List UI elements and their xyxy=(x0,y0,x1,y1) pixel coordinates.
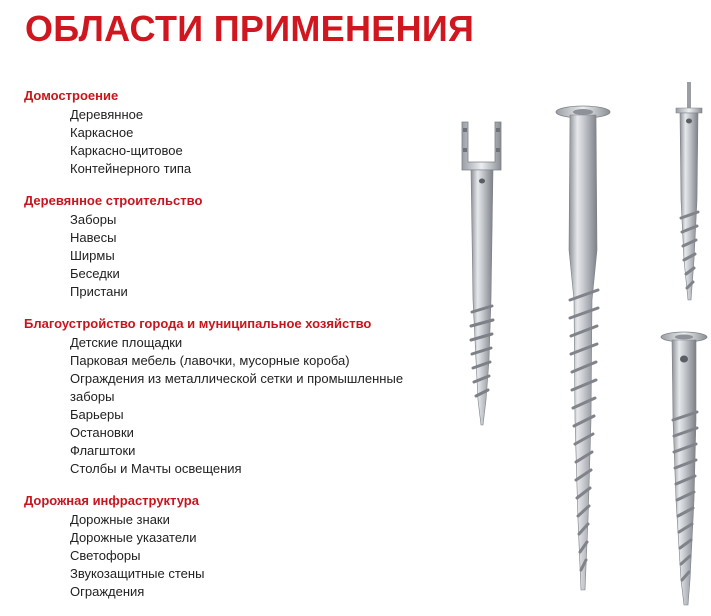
section-housing xyxy=(24,88,434,178)
list-item: Барьеры xyxy=(70,407,124,422)
list-item: Дорожные знаки xyxy=(70,512,170,527)
list-item: Детские площадки xyxy=(70,335,183,350)
section-heading: Деревянное строительство xyxy=(24,193,203,208)
list-item: Ограждения из металлической сетки и промышленные заборы xyxy=(70,371,404,404)
list-item: Беседки xyxy=(70,266,120,281)
list-item: Флагштоки xyxy=(70,443,136,458)
list-item: Деревянное xyxy=(70,107,144,122)
list-item: Ширмы xyxy=(70,248,115,263)
list-item: Дорожные указатели xyxy=(70,530,197,545)
section-urban-improvement xyxy=(24,316,434,478)
list-item: Навесы xyxy=(70,230,117,245)
list-item: Пристани xyxy=(70,284,128,299)
list-item: Парковая мебель (лавочки, мусорные короба) xyxy=(70,353,350,368)
page-title: ОБЛАСТИ ПРИМЕНЕНИЯ xyxy=(25,8,475,49)
list-item: Столбы и Мачты освещения xyxy=(70,461,242,476)
application-areas-list xyxy=(24,88,434,616)
list-item: Ограждения xyxy=(70,584,145,599)
list-item: Каркасное xyxy=(70,125,134,140)
section-heading: Благоустройство города и муниципальное хозяйство xyxy=(24,316,372,331)
section-items xyxy=(24,211,434,301)
section-items xyxy=(24,334,434,478)
list-item: Светофоры xyxy=(70,548,141,563)
section-heading: Домостроение xyxy=(24,88,119,103)
list-item: Каркасно-щитовое xyxy=(70,143,183,158)
list-item: Остановки xyxy=(70,425,134,440)
screw-piles-illustration xyxy=(430,70,711,613)
list-item: Звукозащитные стены xyxy=(70,566,205,581)
list-item: Заборы xyxy=(70,212,117,227)
small-flange-screw-pile-icon xyxy=(661,332,707,605)
section-wood-construction xyxy=(24,193,434,301)
section-items xyxy=(24,511,434,601)
section-road-infrastructure xyxy=(24,493,434,601)
list-item: Контейнерного типа xyxy=(70,161,192,176)
section-items xyxy=(24,106,434,178)
large-flange-screw-pile-icon xyxy=(556,106,610,590)
section-heading: Дорожная инфраструктура xyxy=(24,493,199,508)
threaded-rod-screw-pile-icon xyxy=(676,82,702,300)
u-bracket-screw-pile-icon xyxy=(462,122,501,425)
